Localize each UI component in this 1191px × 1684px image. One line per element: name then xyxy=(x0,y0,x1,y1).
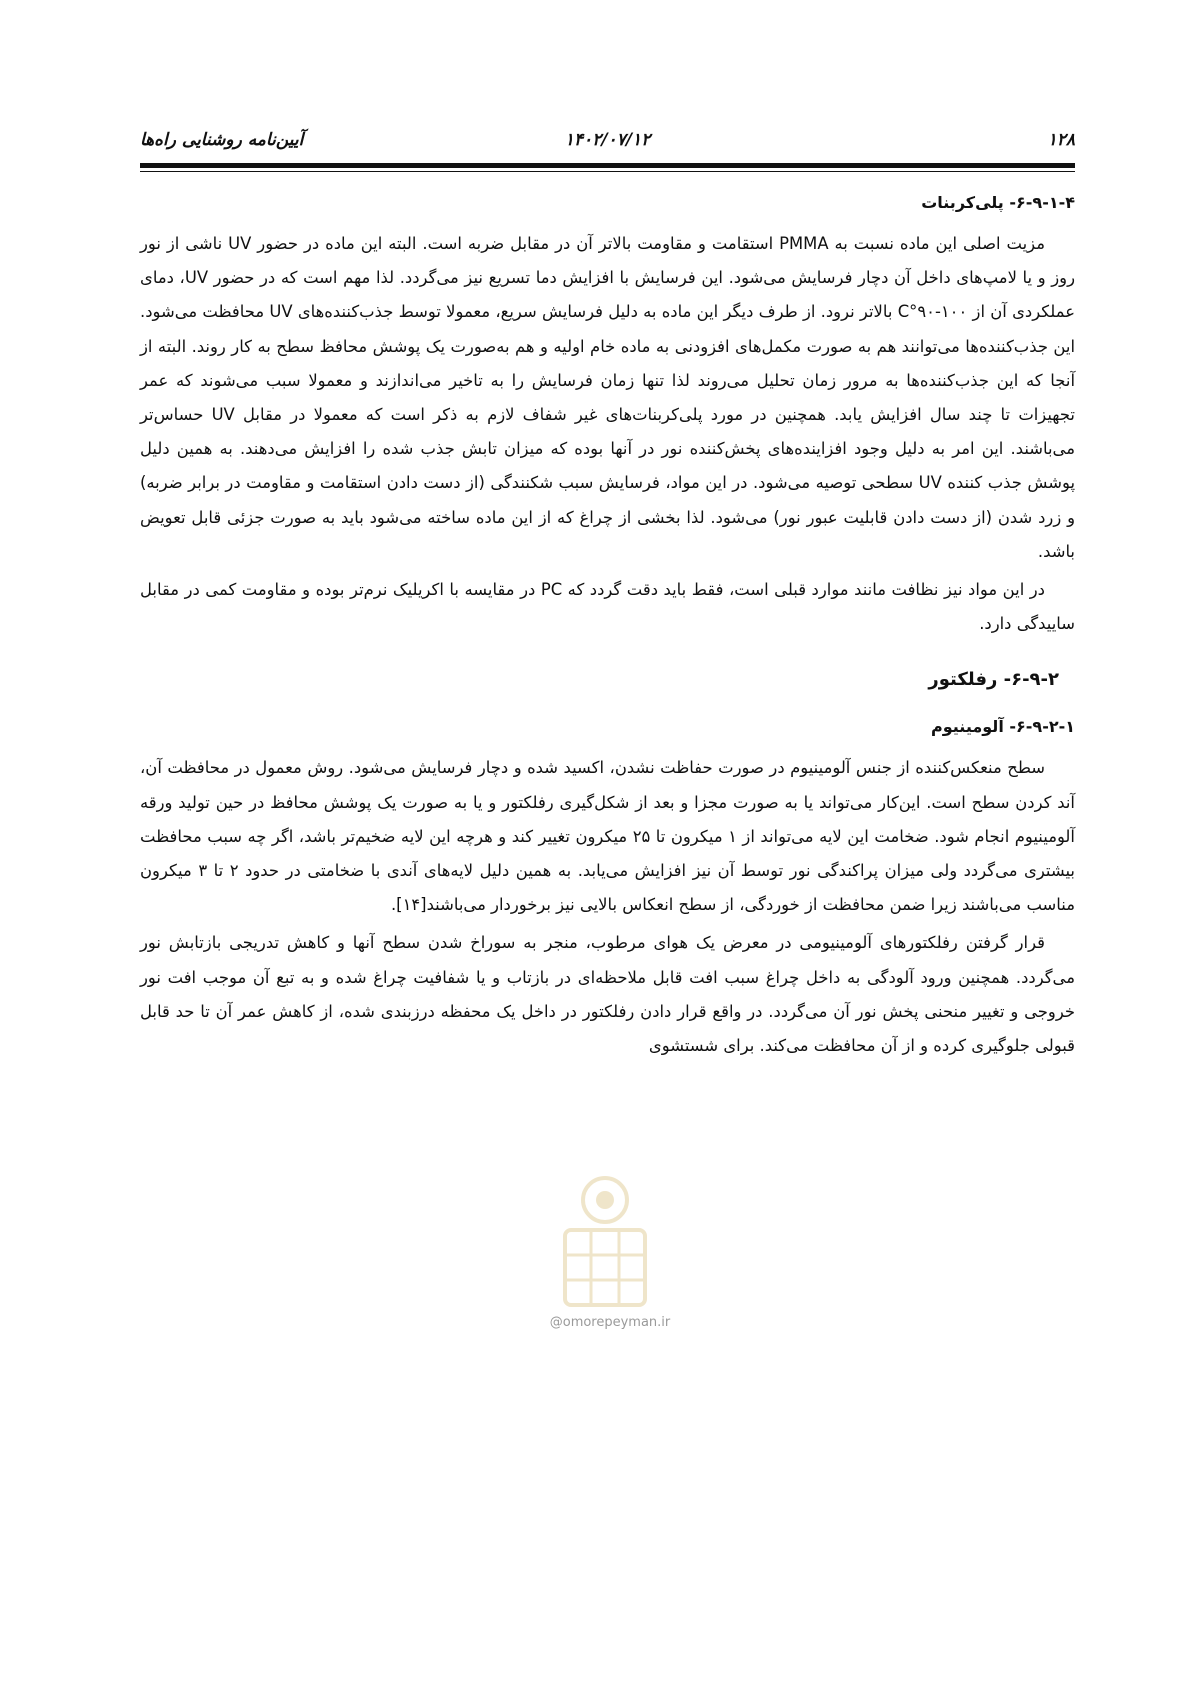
section-heading-polycarbonate: ۶-۹-۱-۴- پلی‌کربنات xyxy=(921,193,1075,212)
header-rule-thin xyxy=(140,171,1075,172)
page-header xyxy=(140,130,1075,160)
section-heading-reflector: ۶-۹-۲- رفلکتور xyxy=(928,669,1059,691)
paragraph: سطح منعکس‌کننده از جنس آلومینیوم در صورت حفاظت نشدن، اکسید شده و دچار فرسایش می‌شود. روش معمول در محافظت آن، آند کردن سطح است. این‌کار می‌تواند یا به صورت مجزا و بعد از شکل‌گیری رفلکتور و یا به صورت یک پوشش محافظ در حین تولید ورقه آلومینیوم انجام شود. ضخامت این لایه می‌تواند از ۱ میکرون تا ۲۵ میکرون تغییر کند و هرچه این لایه ضخیم‌تر باشد، اگر چه سبب محافظت بیشتری می‌گردد ولی میزان پراکندگی نور توسط آن نیز افزایش می‌یابد. به همین دلیل لایه‌های آندی با ضخامتی در حدود ۲ تا ۳ میکرون مناسب می‌باشند زیرا ضمن محافظت از خوردگی، از سطح انعکاس بالایی نیز برخوردار می‌باشند[۱۴]. xyxy=(140,758,1075,915)
paragraph: قرار گرفتن رفلکتورهای آلومینیومی در معرض یک هوای مرطوب، منجر به سوراخ شدن سطح آنها و کاهش تدریجی بازتابش نور می‌گردد. همچنین ورود آلودگی به داخل چراغ سبب افت قابل ملاحظه‌ای در بازتاب و یا شفافیت چراغ شده و به تبع آن موجب افت نور خروجی و تغییر منحنی پخش نور آن می‌گردد. در واقع قرار دادن رفلکتور در داخل یک محفظه درزبندی شده، از کاهش عمر آن تا حد قابل قبولی جلوگیری کرده و از آن محافظت می‌کند. برای شستشوی xyxy=(140,933,1075,1056)
paragraph: مزیت اصلی این ماده نسبت به PMMA استقامت و مقاومت بالاتر آن در مقابل ضربه است. البته این ماده در حضور UV ناشی از نور روز و یا لامپ‌های داخل آن دچار فرسایش می‌شود. این فرسایش با افزایش دما تسریع نیز می‌گردد. لذا مهم است که در حضور UV، دمای عملکردی آن از ۱۰۰-۹۰°C بالاتر نرود. از طرف دیگر این ماده به دلیل فرسایش سریع، معمولا توسط جذب‌کننده‌های UV محافظت می‌شود. این جذب‌کننده‌ها می‌توانند هم به صورت مکمل‌های افزودنی به ماده خام اولیه و هم به‌صورت یک پوشش محافظ سطح به کار روند. البته از آنجا که این جذب‌کننده‌ها به مرور زمان تحلیل می‌روند لذا تنها زمان فرسایش را به تاخیر می‌اندازند و معمولا سبب می‌شوند که عمر تجهیزات تا چند سال افزایش یابد. همچنین در مورد پلی‌کربنات‌های غیر شفاف لازم به ذکر است که معمولا در مقابل UV حساس‌تر می‌باشند. این امر به دلیل وجود افزاینده‌های پخش‌کننده نور در آنها بوده که میزان تابش جذب شده را افزایش می‌دهند. به همین دلیل پوشش جذب کننده UV سطحی توصیه می‌شود. در این مواد، فرسایش سبب شکنندگی (از دست دادن استقامت و مقاومت در برابر ضربه) و زرد شدن (از دست دادن قابلیت عبور نور) می‌شود. لذا بخشی از چراغ که از این ماده ساخته می‌شود باید به صورت جزئی قابل تعویض باشد. xyxy=(140,234,1076,561)
page-number: ۱۲۸ xyxy=(1047,130,1075,150)
header-rule-thick xyxy=(140,163,1075,168)
document-title: آیین‌نامه روشنایی راه‌ها xyxy=(140,130,304,150)
paragraph: در این مواد نیز نظافت مانند موارد قبلی است، فقط باید دقت گردد که PC در مقایسه با اکریلیک نرم‌تر بوده و مقاومت کمی در مقابل ساییدگی دارد. xyxy=(140,580,1075,634)
watermark-logo-icon xyxy=(545,1170,665,1320)
page-body xyxy=(140,185,1075,1067)
section-heading-aluminium: ۶-۹-۲-۱- آلومینیوم xyxy=(931,717,1075,737)
watermark-text: @omorepeyman.ir xyxy=(549,1315,671,1330)
header-date: ۱۴۰۲/۰۷/۱۲ xyxy=(564,130,651,150)
